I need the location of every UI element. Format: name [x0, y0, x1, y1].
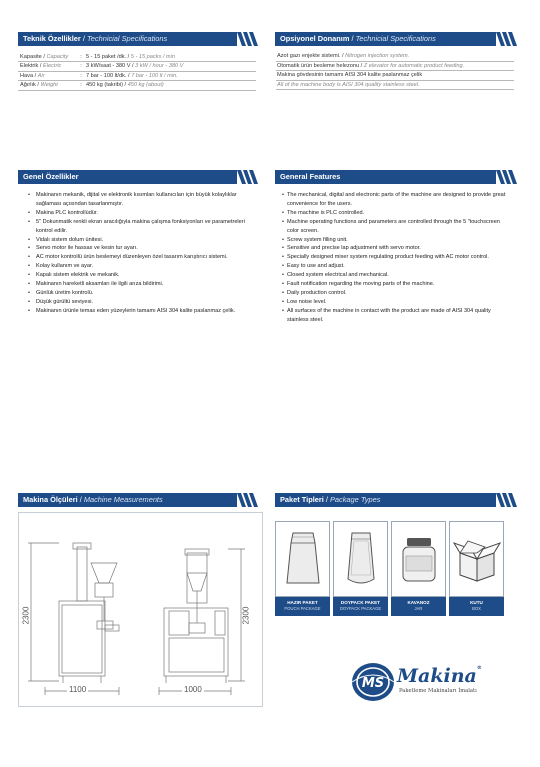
brand-name: Makina®: [397, 665, 482, 687]
feature-item: • Kolay kullanım ve ayar.: [27, 262, 257, 271]
optional-equipment-header: Opsiyonel Donanım / Technicial Specifications: [275, 32, 518, 46]
stripes-decoration: [237, 32, 259, 46]
machine-drawing-frame: [18, 512, 263, 707]
spec-value: 7 bar - 100 lt/dk. / 7 bar - 100 lt / min.: [84, 71, 256, 81]
height-right-label: 2300: [241, 606, 251, 625]
brand-logo: [350, 660, 510, 704]
package-card-jar: KAVANOZ JAR: [391, 521, 446, 616]
feature-item: • Vidalı sistem dolum ünitesi.: [27, 236, 257, 245]
feature-item: • Makinanın mekanik, dijital ve elektronik kısımları kullanıcıları için büyük kolaylıklar sağlaması açısından tasarlanmıştır.: [27, 191, 257, 209]
optional-row: Otomatik ürün besleme helezonu / Z elevator for automatic product feeding.: [276, 62, 514, 72]
brand-tagline: Paketleme Makinaları İmalatı: [399, 688, 477, 694]
spec-value: 450 kg (takribi) / 450 kg (about): [84, 81, 256, 91]
stripes-decoration: [496, 32, 518, 46]
spec-label: Elektrik / Electric: [18, 62, 78, 72]
height-left-label: 2300: [21, 606, 31, 625]
spec-value: 5 - 15 paket /dk. / 5 - 15 packs / min: [84, 52, 256, 62]
stripes-decoration: [496, 170, 518, 184]
feature-item: • Düşük gürültü seviyesi.: [27, 298, 257, 307]
doypack-icon: [341, 529, 381, 589]
feature-item: • 5" Dokunmatik renkli ekran aracılığıyla makina çalışma fonksiyonları ve parametreleri kontrol edilir.: [27, 218, 257, 236]
optional-row: Azot gazı enjekte sistemi. / Nitrogen injection system.: [276, 52, 514, 62]
jar-icon: [397, 534, 441, 584]
feature-item: • Günlük üretim kontrolü.: [27, 289, 257, 298]
feature-item: • Fault notification regarding the moving parts of the machine.: [282, 280, 512, 289]
feature-item: • Daily production control.: [282, 289, 512, 298]
feature-item: • Sensitive and precise lap adjustment with servo motor.: [282, 244, 512, 253]
technical-specs-header: Teknik Özellikler / Technicial Specifications: [18, 32, 259, 46]
feature-item: • Screw system filling unit.: [282, 236, 512, 245]
spec-row: Hava / Air : 7 bar - 100 lt/dk. / 7 bar - 100 lt / min.: [18, 71, 256, 81]
general-features-tr-header: Genel Özellikler: [18, 170, 259, 184]
feature-item: • Makinanın ürünle temas eden yüzeylerin tamamı AISI 304 kalite paslanmaz çelik.: [27, 307, 257, 316]
feature-item: • Makina PLC kontrollüdür.: [27, 209, 257, 218]
width-left-label: 1100: [69, 685, 87, 694]
general-features-en-header: General Features: [275, 170, 518, 184]
feature-item: • Machine operating functions and parameters are controlled through the 5 "touchscreen color screen.: [282, 218, 512, 236]
optional-row: All of the machine body is AISI 304 quality stainless steel.: [276, 81, 514, 91]
spec-row: Elektrik / Electric : 3 kW/saat - 380 V / 3 kW / hour - 380 V: [18, 62, 256, 72]
spec-label: Hava / Air: [18, 71, 78, 81]
feature-item: • Easy to use and adjust.: [282, 262, 512, 271]
monogram-text: MS: [361, 676, 385, 691]
feature-item: • Specially designed mixer system regulating product feeding with AC motor control.: [282, 253, 512, 262]
spec-row: Ağırlık / Weight : 450 kg (takribi) / 450 kg (about): [18, 81, 256, 91]
feature-item: • The mechanical, digital and electronic parts of the machine are designed to provide great convenience for the users.: [282, 191, 512, 209]
box-icon: [452, 533, 502, 585]
feature-item: • Low noise level.: [282, 298, 512, 307]
feature-item: • Closed system electrical and mechanical.: [282, 271, 512, 280]
machine-technical-drawing: [19, 513, 264, 708]
optional-row: Makina gövdesinin tamamı AISI 304 kalite paslanmaz çelik: [276, 71, 514, 81]
feature-item: • The machine is PLC controlled.: [282, 209, 512, 218]
feature-item: • Makinanın hareketli aksamları ile ilgili arıza bildirimi.: [27, 280, 257, 289]
stripes-decoration: [237, 170, 259, 184]
spec-row: Kapasite / Capacity : 5 - 15 paket /dk. / 5 - 15 packs / min: [18, 52, 256, 62]
package-card-box: KUTU BOX: [449, 521, 504, 616]
width-right-label: 1000: [184, 685, 202, 694]
package-types-header: Paket Tipleri / Package Types: [275, 493, 518, 507]
feature-item: • AC motor kontrollü ürün beslemeyi düzenleyen özel tasarım karıştırıcı sistemi.: [27, 253, 257, 262]
stripes-decoration: [237, 493, 259, 507]
pouch-bag-icon: [283, 529, 323, 589]
spec-label: Ağırlık / Weight: [18, 81, 78, 91]
ms-monogram-logo: [350, 660, 396, 704]
stripes-decoration: [496, 493, 518, 507]
spec-value: 3 kW/saat - 380 V / 3 kW / hour - 380 V: [84, 62, 256, 72]
machine-measurements-header: Makina Ölçüleri / Machine Measurements: [18, 493, 259, 507]
package-card-pouch: HAZIR PAKET POUCH PACKAGE: [275, 521, 330, 616]
technical-specs-table: [18, 52, 256, 91]
package-card-doypack: DOYPACK PAKET DOYPACK PACKAGE: [333, 521, 388, 616]
optional-equipment-list: [276, 52, 514, 90]
general-features-tr-list: [27, 191, 257, 316]
feature-item: • Servo motor ile hassas ve kesin tur ayarı.: [27, 244, 257, 253]
spec-label: Kapasite / Capacity: [18, 52, 78, 62]
feature-item: • All surfaces of the machine in contact with the product are made of AISI 304 quality stainless steel.: [282, 307, 512, 325]
general-features-en-list: [282, 191, 512, 325]
feature-item: • Kapalı sistem elektrik ve mekanik.: [27, 271, 257, 280]
